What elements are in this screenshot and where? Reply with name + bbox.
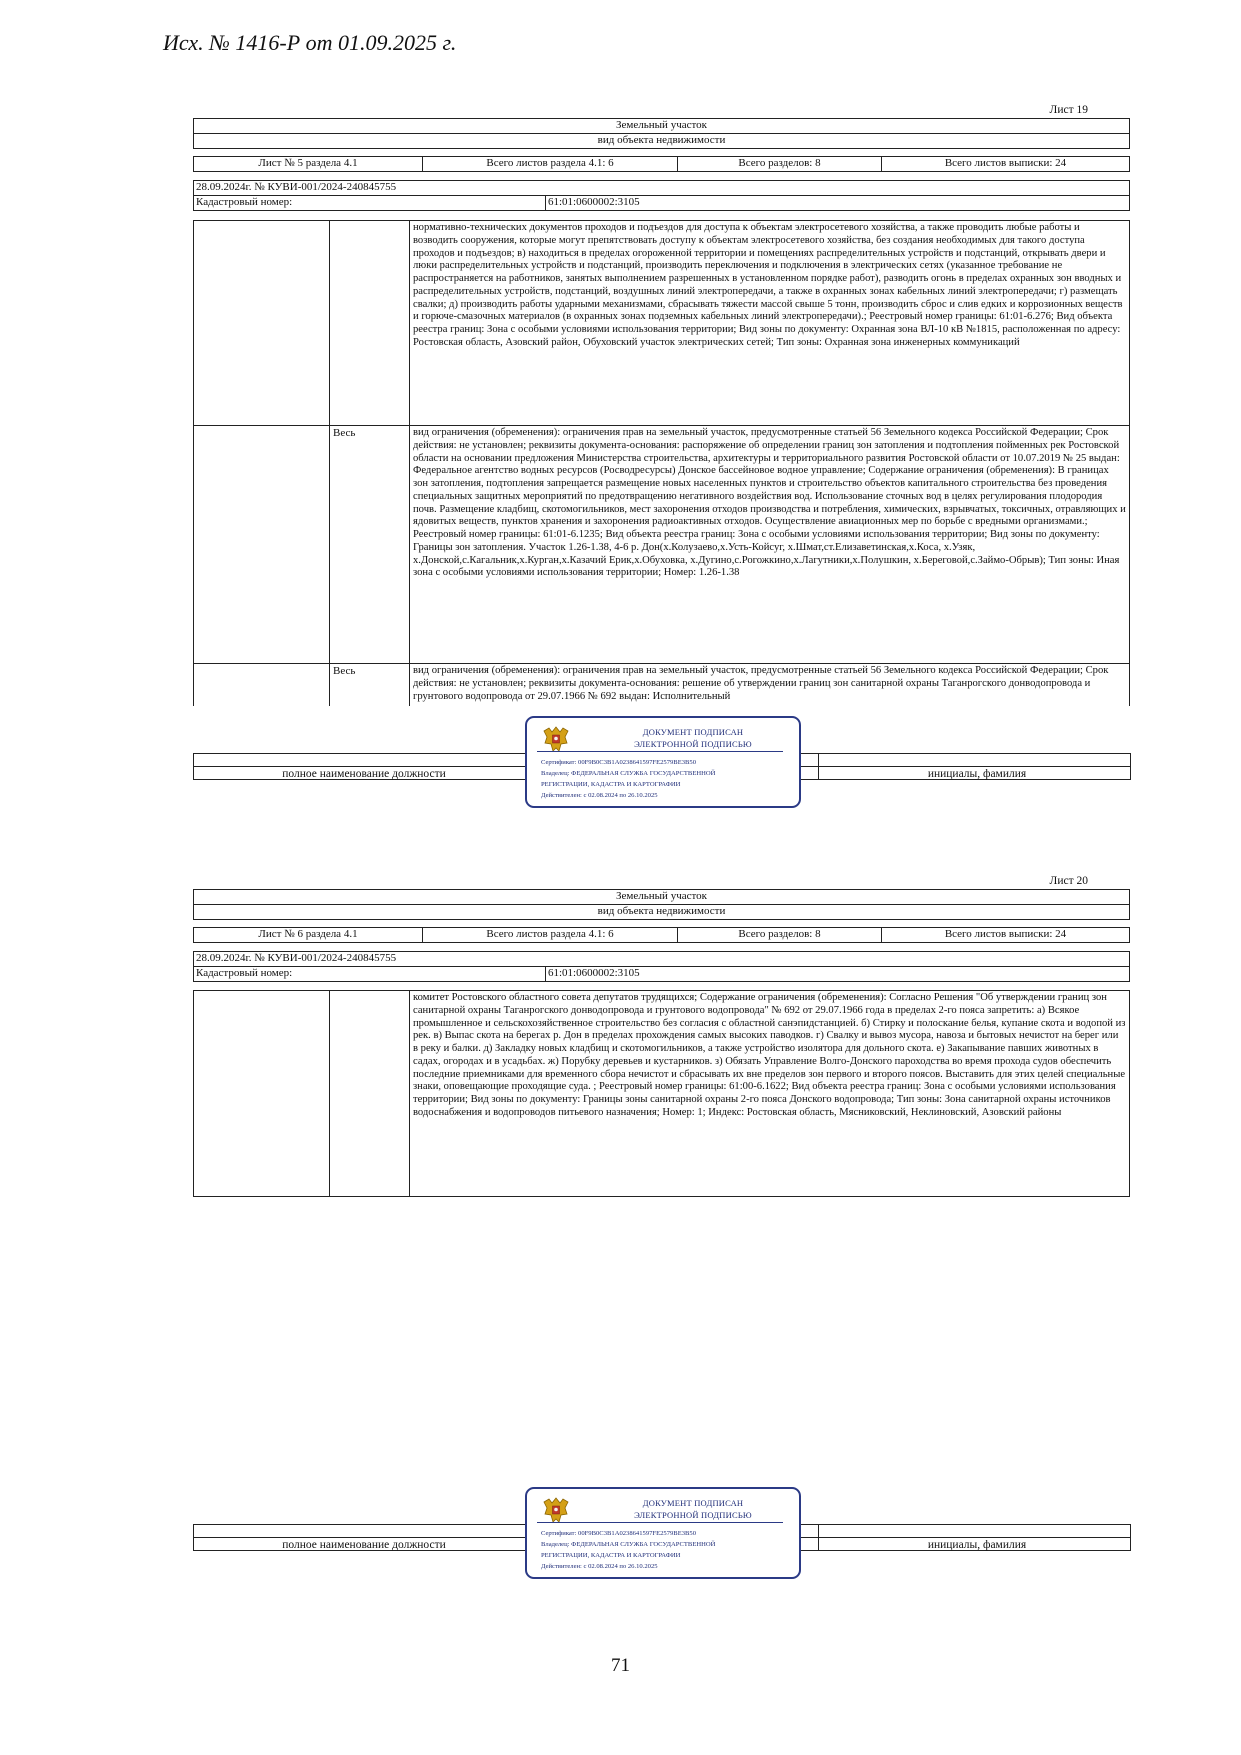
page-number: 71 [611, 1655, 630, 1676]
sheet-label: Лист 20 [1049, 875, 1088, 887]
stamp-validity: Действителен: с 02.08.2024 по 26.10.2025 [541, 1563, 658, 1570]
stamp-owner: Владелец: ФЕДЕРАЛЬНАЯ СЛУЖБА ГОСУДАРСТВЕННОЙ [541, 770, 716, 777]
e-signature-stamp [525, 716, 801, 808]
total-section-sheets: Всего листов раздела 4.1: 6 [423, 157, 678, 172]
sheet-of-section: Лист № 6 раздела 4.1 [194, 928, 423, 943]
total-sections: Всего разделов: 8 [678, 928, 882, 943]
object-type: Земельный участок [194, 890, 1130, 905]
stamp-owner-cont: РЕГИСТРАЦИИ, КАДАСТРА И КАРТОГРАФИИ [541, 781, 681, 788]
row-scope: Весь [330, 426, 410, 664]
cadastral-table [193, 951, 1130, 982]
total-sections: Всего разделов: 8 [678, 157, 882, 172]
stamp-validity: Действителен: с 02.08.2024 по 26.10.2025 [541, 792, 658, 799]
table-row [194, 991, 1130, 1197]
doc-reference: 28.09.2024г. № КУВИ-001/2024-240845755 [194, 181, 1130, 196]
stamp-owner: Владелец: ФЕДЕРАЛЬНАЯ СЛУЖБА ГОСУДАРСТВЕННОЙ [541, 1541, 716, 1548]
total-extract-sheets: Всего листов выписки: 24 [882, 928, 1130, 943]
cadastral-number: 61:01:0600002:3105 [546, 967, 1130, 982]
e-signature-stamp [525, 1487, 801, 1579]
stamp-title: ДОКУМЕНТ ПОДПИСАН [642, 1498, 744, 1508]
cadastral-label: Кадастровый номер: [194, 196, 546, 211]
restrictions-table [193, 220, 1130, 706]
row-text: вид ограничения (обременения): ограничения прав на земельный участок, предусмотренные статьей 56 Земельного кодекса Российской Федерации; Срок действия: не установлен; реквизиты документа-основания: решение об утверждении границ зон санитарной охраны Таганрогского донводопровода и грунтового водопровода от 29.07.1966 № 692 выдан: Исполнительный [410, 664, 1130, 706]
doc-reference: 28.09.2024г. № КУВИ-001/2024-240845755 [194, 952, 1130, 967]
row-scope: Весь [330, 664, 410, 706]
restrictions-table [193, 990, 1130, 1197]
stamp-title: ДОКУМЕНТ ПОДПИСАН [642, 727, 744, 737]
sheet-meta-table [193, 156, 1130, 172]
sheet-of-section: Лист № 5 раздела 4.1 [194, 157, 423, 172]
row-number [194, 664, 330, 706]
position-label: полное наименование должности [282, 1539, 446, 1551]
total-extract-sheets: Всего листов выписки: 24 [882, 157, 1130, 172]
cadastral-number: 61:01:0600002:3105 [546, 196, 1130, 211]
initials-label: инициалы, фамилия [927, 768, 1027, 780]
row-scope [330, 221, 410, 426]
row-text: вид ограничения (обременения): ограничения прав на земельный участок, предусмотренные статьей 56 Земельного кодекса Российской Федерации; Срок действия: не установлен; реквизиты документа-основания: распоряжение об определении границ зон затопления и подтопления пойменных рек Ростовской области на основании предложения Министерства строительства, архитектуры и территориального развития Ростовской области от 10.07.2019 № 25 выдан: Федеральное агентство водных ресурсов (Росводресурсы) Донское бассейновое водное управление; Содержание ограничения (обременения): В границах зон затопления, подтопления запрещается размещение новых населенных пунктов и строительство объектов капитального строительства без проведения специальных защитных мероприятий по предотвращению негативного воздействия вод. Использование сточных вод в целях регулирования плодородия почв. Размещение кладбищ, скотомогильников, мест захоронения отходов производства и потребления, химических, взрывчатых, токсичных, отравляющих и ядовитых веществ, пунктов хранения и захоронения радиоактивных отходов. Осуществление авиационных мер по борьбе с вредными организмами.; Реестровый номер границы: 61:01-6.1235; Вид объекта реестра границ: Зона с особыми условиями использования территории; Вид зоны по документу: Границы зон затопления. Участок 1.26-1.38, 4-6 р. Дон(х.Колузаево,х.Усть-Койсуг, х.Шмат,ст.Елизаветинская,х.Коса, х.Узяк, х.Донской,с.Кагальник,х.Курган,х.Казачий Ерик,х.Обуховка, х.Дугино,с.Рогожкино,х.Лагутники,х.Полушкин, х.Береговой,с.Займо-Обрыв); Тип зоны: Иная зона с особыми условиями использования территории; Номер: 1.26-1.38 [410, 426, 1130, 664]
row-text: комитет Ростовского областного совета депутатов трудящихся; Содержание ограничения (обременения): Согласно Решения "Об утверждении границ зон санитарной охраны Таганрогского донводопровода и грунтового водопровода" № 692 от 29.07.1966 года в пределах 2-го пояса запретить: а) Всякое промышленное и сельскохозяйственное строительство без согласия с областной санэпидстанцией. б) Стирку и полоскание белья, купание скота и водопой из рек. в) Выпас скота на берегах р. Дон в пределах прохождения самых высоких паводков. г) Свалку и вывоз мусора, навоза и бытовых нечистот на берег или в реку и балки. д) Закладку новых кладбищ и скотомогильников, а также устройство изолятора для дольного скота. е) Закапывание павших животных в садах, огородах и в усадьбах. ж) Порубку деревьев и кустарников. з) Обязать Управление Волго-Донского пароходства во время прохода судов обеспечить последние приемниками для временного сбора нечистот и сбрасывать их вне пределов зон первого и второго поясов. Выставить для этих целей специальные знаки, оповещающие проходящие суда. ; Реестровый номер границы: 61:00-6.1622; Вид объекта реестра границ: Зона с особыми условиями использования территории; Вид зоны по документу: Границы зоны санитарной охраны 2-го пояса Донского водопровода; Тип зоны: Зона санитарной охраны источников водоснабжения и водопроводов питьевого назначения; Номер: 1; Индекс: Ростовская область, Мясниковский, Неклиновский, Азовский районы [410, 991, 1130, 1197]
stamp-owner-cont: РЕГИСТРАЦИИ, КАДАСТРА И КАРТОГРАФИИ [541, 1552, 681, 1559]
cadastral-table [193, 180, 1130, 211]
row-scope [330, 991, 410, 1197]
stamp-subtitle: ЭЛЕКТРОННОЙ ПОДПИСЬЮ [634, 1510, 752, 1520]
table-row [194, 426, 1130, 664]
object-type-caption: вид объекта недвижимости [194, 134, 1130, 149]
stamp-certificate: Сертификат: 00F9B0C3B1A0238641597FE2579BE3B50 [541, 1530, 697, 1537]
total-section-sheets: Всего листов раздела 4.1: 6 [423, 928, 678, 943]
sheet-header-table [193, 889, 1130, 920]
sheet-meta-table [193, 927, 1130, 943]
position-label: полное наименование должности [282, 768, 446, 780]
row-text: нормативно-технических документов проходов и подъездов для доступа к объектам электросетевого хозяйства, а также проводить любые работы и возводить сооружения, которые могут препятствовать доступу к объектам электросетевого хозяйства, без создания необходимых для такого доступа проходов и подъездов; в) находиться в пределах огороженной территории и помещениях распределительных устройств и подстанций, открывать двери и люки распределительных устройств и подстанций, производить переключения и подключения в электрических сетях (указанное требование не распространяется на работников, занятых выполнением разрешенных в установленном порядке работ), разводить огонь в пределах охранных зон вводных и распределительных устройств, подстанций, воздушных линий электропередачи, а также в охранных зонах кабельных линий электропередачи; г) размещать свалки; д) производить работы ударными механизмами, сбрасывать тяжести массой свыше 5 тонн, производить сброс и слив едких и коррозионных веществ и горюче-смазочных материалов (в охранных зонах подземных кабельных линий электропередачи).; Реестровый номер границы: 61:01-6.276; Вид объекта реестра границ: Зона с особыми условиями использования территории; Вид зоны по документу: Охранная зона ВЛ-10 кВ №1815, расположенная по адресу: Ростовская область, Азовский район, Обуховский участок электрических сетей; Тип зоны: Охранная зона инженерных коммуникаций [410, 221, 1130, 426]
sheet-label: Лист 19 [1049, 104, 1088, 116]
sheet-header-table [193, 118, 1130, 149]
table-row [194, 664, 1130, 706]
object-type: Земельный участок [194, 119, 1130, 134]
initials-label: инициалы, фамилия [927, 1539, 1027, 1551]
stamp-certificate: Сертификат: 00F9B0C3B1A0238641597FE2579BE3B50 [541, 759, 697, 766]
row-number [194, 221, 330, 426]
object-type-caption: вид объекта недвижимости [194, 905, 1130, 920]
cadastral-label: Кадастровый номер: [194, 967, 546, 982]
row-number [194, 426, 330, 664]
table-row [194, 221, 1130, 426]
row-number [194, 991, 330, 1197]
stamp-subtitle: ЭЛЕКТРОННОЙ ПОДПИСЬЮ [634, 739, 752, 749]
outgoing-number: Исх. № 1416-Р от 01.09.2025 г. [163, 30, 457, 55]
